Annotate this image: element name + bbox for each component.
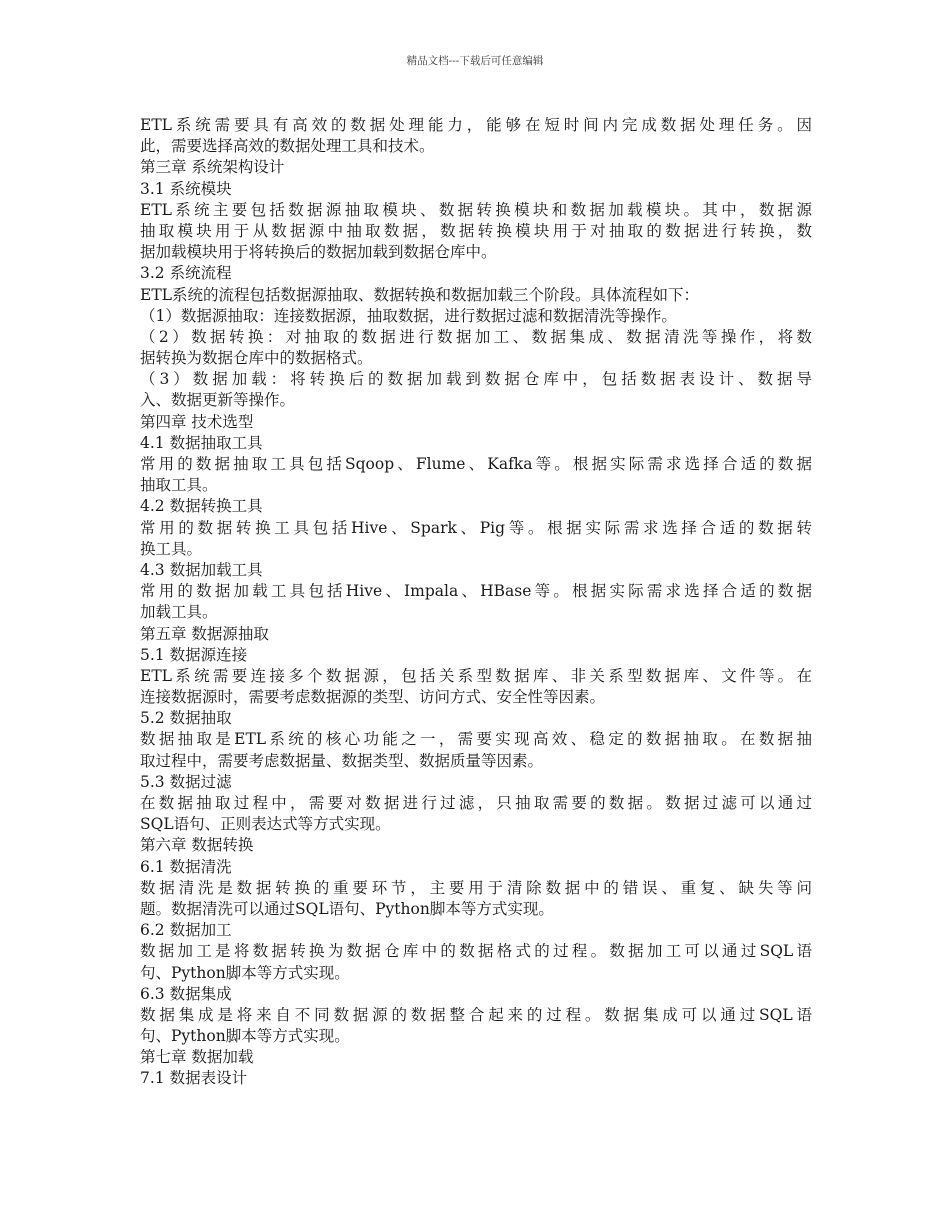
section-heading: 7.1 数据表设计 [140, 1069, 248, 1088]
paragraph-line: 数据集成是将来自不同数据源的数据整合起来的过程。数据集成可以通过SQL语 [140, 1005, 812, 1024]
paragraph-line: （3）数据加载：将转换后的数据加载到数据仓库中，包括数据表设计、数据导 [140, 370, 812, 389]
paragraph-line: 加载工具。 [140, 603, 218, 622]
section-heading: 5.3 数据过滤 [140, 772, 232, 791]
paragraph-line: 换工具。 [140, 539, 203, 558]
page-header: 精品文档---下载后可任意编辑 [406, 55, 544, 67]
paragraph-line: 数据抽取是ETL系统的核心功能之一，需要实现高效、稳定的数据抽取。在数据抽 [140, 730, 812, 749]
paragraph-line: （2）数据转换：对抽取的数据进行数据加工、数据集成、数据清洗等操作，将数 [140, 327, 812, 346]
paragraph-line: ETL系统需要具有高效的数据处理能力，能够在短时间内完成数据处理任务。因 [140, 116, 812, 134]
document-body [140, 115, 812, 1090]
paragraph-line: 句、Python脚本等方式实现。 [140, 963, 350, 982]
paragraph-line: 题。数据清洗可以通过SQL语句、Python脚本等方式实现。 [140, 899, 554, 918]
chapter-heading: 第六章 数据转换 [140, 836, 254, 855]
chapter-heading: 第七章 数据加载 [140, 1048, 254, 1067]
paragraph-line: 数据加工是将数据转换为数据仓库中的数据格式的过程。数据加工可以通过SQL语 [140, 942, 812, 961]
paragraph-line: 数据清洗是数据转换的重要环节，主要用于清除数据中的错误、重复、缺失等问 [140, 878, 812, 897]
section-heading: 4.3 数据加载工具 [140, 560, 263, 579]
paragraph-line: ETL系统需要连接多个数据源，包括关系型数据库、非关系型数据库、文件等。在 [140, 666, 812, 685]
paragraph-line: 抽取模块用于从数据源中抽取数据，数据转换模块用于对抽取的数据进行转换，数 [140, 221, 812, 240]
section-heading: 4.2 数据转换工具 [140, 497, 263, 516]
paragraph-line: 常用的数据抽取工具包括Sqoop、Flume、Kafka等。根据实际需求选择合适的数据 [140, 455, 812, 473]
section-heading: 5.2 数据抽取 [140, 709, 232, 728]
section-heading: 5.1 数据源连接 [140, 645, 248, 664]
paragraph-line: ETL系统主要包括数据源抽取模块、数据转换模块和数据加载模块。其中，数据源 [140, 200, 812, 219]
paragraph-line: 取过程中，需要考虑数据量、数据类型、数据质量等因素。 [140, 751, 544, 770]
paragraph-line: 据转换为数据仓库中的数据格式。 [140, 349, 373, 368]
paragraph-line: 抽取工具。 [140, 476, 218, 495]
paragraph-line: ETL系统的流程包括数据源抽取、数据转换和数据加载三个阶段。具体流程如下： [140, 285, 699, 304]
paragraph-line: 入、数据更新等操作。 [140, 391, 296, 410]
section-heading: 6.2 数据加工 [140, 921, 232, 940]
chapter-heading: 第五章 数据源抽取 [140, 624, 269, 643]
paragraph-line: 据加载模块用于将转换后的数据加载到数据仓库中。 [140, 243, 497, 262]
paragraph-line: 句、Python脚本等方式实现。 [140, 1027, 350, 1046]
paragraph-line: 常用的数据加载工具包括Hive、Impala、HBase等。根据实际需求选择合适的数据 [140, 582, 812, 601]
section-heading: 3.2 系统流程 [140, 264, 232, 283]
paragraph-line: （1）数据源抽取：连接数据源，抽取数据，进行数据过滤和数据清洗等操作。 [140, 306, 677, 325]
chapter-heading: 第三章 系统架构设计 [140, 158, 285, 177]
section-heading: 6.1 数据清洗 [140, 857, 232, 876]
paragraph-line: 在数据抽取过程中，需要对数据进行过滤，只抽取需要的数据。数据过滤可以通过 [140, 794, 812, 812]
paragraph-line: 此，需要选择高效的数据处理工具和技术。 [140, 137, 435, 156]
section-heading: 3.1 系统模块 [140, 179, 232, 198]
chapter-heading: 第四章 技术选型 [140, 412, 254, 431]
paragraph-line: 常用的数据转换工具包括Hive、Spark、Pig等。根据实际需求选择合适的数据转 [140, 518, 812, 537]
paragraph-line: 连接数据源时，需要考虑数据源的类型、访问方式、安全性等因素。 [140, 688, 606, 707]
section-heading: 4.1 数据抽取工具 [140, 433, 263, 452]
section-heading: 6.3 数据集成 [140, 984, 232, 1003]
paragraph-line: SQL语句、正则表达式等方式实现。 [140, 815, 391, 834]
